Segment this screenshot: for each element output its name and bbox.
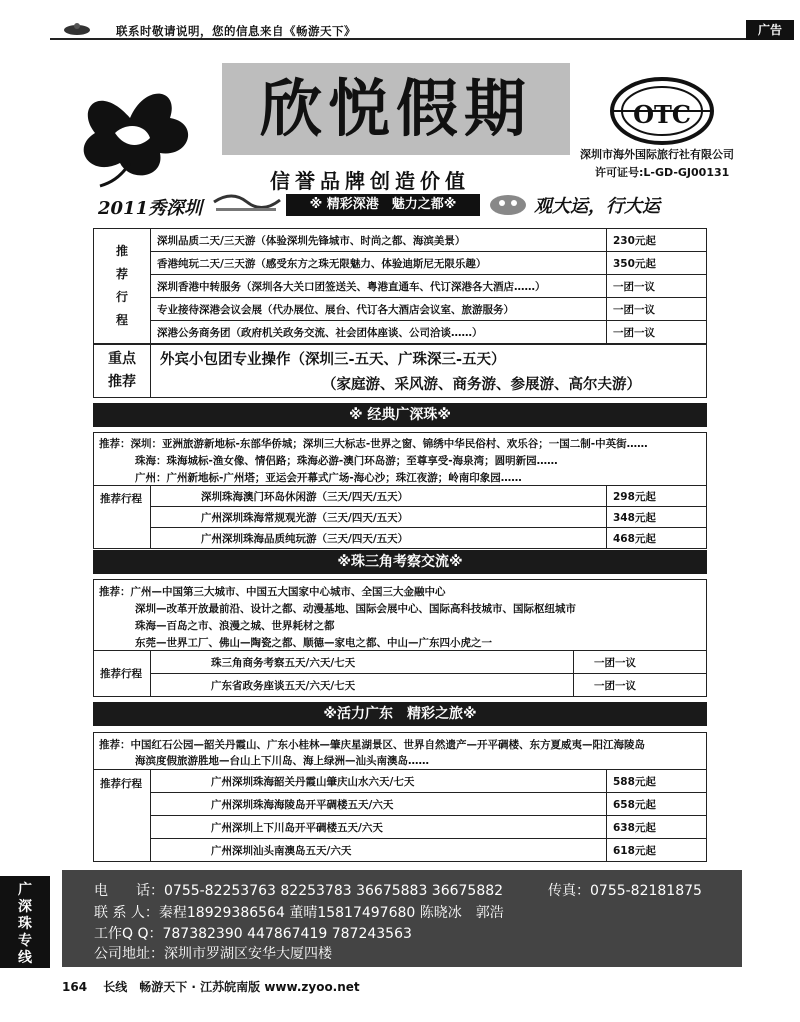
route-name: 专业接待深港会议会展（代办展位、展台、代订各大酒店会议室、旅游服务） xyxy=(151,298,607,321)
table-row xyxy=(94,252,707,275)
sidebar-label: 广 深 珠 专 线 xyxy=(0,876,50,968)
company-name: 深圳市海外国际旅行社有限公司 xyxy=(580,148,734,161)
footer-text: 长线 畅游天下 · 江苏皖南版 www.zyoo.net xyxy=(103,980,360,994)
otc-logo-icon xyxy=(610,76,715,146)
banner-center: ※ 精彩深港 魅力之都※ xyxy=(286,194,480,216)
table-row xyxy=(94,486,707,507)
table-row xyxy=(94,816,707,839)
phone: 电 话：0755-82253763 82253783 36675883 36675882 xyxy=(94,883,504,899)
table-row xyxy=(94,321,707,344)
route-name: 广州深圳珠海韶关丹霞山肇庆山水六天/七天 xyxy=(151,770,607,793)
route-price: 298元起 xyxy=(607,486,707,507)
route-name: 深圳珠海澳门环岛休闲游（三天/四天/五天） xyxy=(151,486,607,507)
intro-line: 东莞—世界工厂、佛山—陶瓷之都、顺德—家电之都、中山—广东四小虎之一 xyxy=(135,637,492,649)
intro-line: 珠海：珠海城标-渔女像、情侣路；珠海必游-澳门环岛游；至尊享受-海泉湾；圆明新园…… xyxy=(135,455,558,467)
route-name: 广州深圳珠海品质纯玩游（三天/四天/五天） xyxy=(151,528,607,549)
license-number: 许可证号:L-GD-GJ00131 xyxy=(595,166,730,179)
route-price: 350元起 xyxy=(607,252,707,275)
brand-title: 欣悦假期 xyxy=(259,72,532,145)
route-name: 珠三角商务考察五天/六天/七天 xyxy=(151,651,574,674)
otc-logo-text: OTC xyxy=(633,100,691,129)
route-price: 一团一议 xyxy=(574,674,707,697)
section-title-pearl: ※珠三角考察交流※ xyxy=(93,550,707,574)
key-label: 重点 推荐 xyxy=(94,345,151,397)
table-row xyxy=(94,275,707,298)
address: 公司地址：深圳市罗湖区安华大厦四楼 xyxy=(94,946,332,962)
recommend-table xyxy=(93,228,707,344)
route-price: 一团一议 xyxy=(607,275,707,298)
intro-line: 珠海—百岛之市、浪漫之城、世界耗材之都 xyxy=(135,620,335,632)
key-line-2: （家庭游、采风游、商务游、参展游、高尔夫游） xyxy=(322,377,641,393)
route-label: 推荐行程 xyxy=(94,651,151,697)
route-price: 348元起 xyxy=(607,507,707,528)
table-row xyxy=(94,770,707,793)
section2-table xyxy=(93,650,707,697)
universiade-logo-icon xyxy=(212,190,282,218)
table-row xyxy=(94,229,707,252)
route-name: 深港公务商务团（政府机关政务交流、社会团体座谈、公司洽谈……） xyxy=(151,321,607,344)
route-name: 广州深圳珠海常规观光游（三天/四天/五天） xyxy=(151,507,607,528)
route-price: 658元起 xyxy=(607,793,707,816)
contact-panel xyxy=(62,870,742,967)
route-price: 一团一议 xyxy=(574,651,707,674)
route-name: 广州深圳汕头南澳岛五天/六天 xyxy=(151,839,607,862)
section3-intro xyxy=(93,732,707,770)
intro-line: 深圳—改革开放最前沿、设计之都、动漫基地、国际会展中心、国际高科技城市、国际枢纽城市 xyxy=(135,603,576,615)
key-line-1: 外宾小包团专业操作（深圳三-五天、广珠深三-五天） xyxy=(160,352,506,368)
route-price: 588元起 xyxy=(607,770,707,793)
motto: 观大运，行大运 xyxy=(534,196,660,217)
contact-people: 联 系 人：秦程18929386564 董晴15817497680 陈晓冰 郭浩 xyxy=(94,905,504,921)
route-price: 468元起 xyxy=(607,528,707,549)
work-qq: 工作Q Q：787382390 447867419 787243563 xyxy=(94,926,412,942)
section3-table xyxy=(93,769,707,862)
route-label: 推荐行程 xyxy=(94,770,151,862)
route-price: 618元起 xyxy=(607,839,707,862)
source-note: 联系时敬请说明，您的信息来自《畅游天下》 xyxy=(116,24,356,38)
intro-line: 广州：广州新地标-广州塔；亚运会开幕式广场-海心沙；珠江夜游；岭南印象园…… xyxy=(135,472,522,484)
ad-tag: 广告 xyxy=(746,20,794,40)
intro-line: 海滨度假旅游胜地—台山上下川岛、海上绿洲—汕头南澳岛…… xyxy=(135,755,429,767)
intro-line: 推荐：广州—中国第三大城市、中国五大国家中心城市、全国三大金融中心 xyxy=(99,586,446,598)
page-number: 164 xyxy=(62,980,88,994)
year-text: 2011秀深圳 xyxy=(98,198,203,219)
route-price: 638元起 xyxy=(607,816,707,839)
route-name: 广东省政务座谈五天/六天/七天 xyxy=(151,674,574,697)
magazine-logo-icon xyxy=(62,21,92,37)
table-row xyxy=(94,528,707,549)
section1-table xyxy=(93,485,707,549)
route-price: 230元起 xyxy=(607,229,707,252)
key-recommend-box xyxy=(93,344,707,398)
table-row xyxy=(94,674,707,697)
table-row xyxy=(94,298,707,321)
route-price: 一团一议 xyxy=(607,298,707,321)
route-name: 广州深圳珠海海陵岛开平碉楼五天/六天 xyxy=(151,793,607,816)
route-name: 深圳香港中转服务（深圳各大关口团签送关、粤港直通车、代订深港各大酒店……） xyxy=(151,275,607,298)
route-label: 推荐行程 xyxy=(94,486,151,549)
footer xyxy=(62,978,360,995)
table-row xyxy=(94,651,707,674)
route-name: 广州深圳上下川岛开平碉楼五天/六天 xyxy=(151,816,607,839)
route-name: 深圳品质二天/三天游（体验深圳先锋城市、时尚之都、海滨美景） xyxy=(151,229,607,252)
flower-logo-icon xyxy=(70,78,210,188)
table-row xyxy=(94,793,707,816)
recommend-label: 推 荐 行 程 xyxy=(94,229,151,344)
section2-intro xyxy=(93,579,707,651)
section-title-classic: ※ 经典广深珠※ xyxy=(93,403,707,427)
top-bar xyxy=(50,22,794,40)
intro-line: 推荐：中国红石公园—韶关丹霞山、广东小桂林—肇庆星湖景区、世界自然遗产—开平碉楼、东方夏威夷—阳江海陵岛 xyxy=(99,739,645,751)
table-row xyxy=(94,507,707,528)
route-name: 香港纯玩二天/三天游（感受东方之珠无限魅力、体验迪斯尼无限乐趣） xyxy=(151,252,607,275)
section-title-guangdong: ※活力广东 精彩之旅※ xyxy=(93,702,707,726)
fax: 传真：0755-82181875 xyxy=(548,883,702,899)
table-row xyxy=(94,839,707,862)
intro-line: 推荐：深圳：亚洲旅游新地标-东部华侨城；深圳三大标志-世界之窗、锦绣中华民俗村、欢乐谷；一国二制-中英街…… xyxy=(99,438,648,450)
slogan: 信誉品牌创造价值 xyxy=(270,169,470,193)
route-price: 一团一议 xyxy=(607,321,707,344)
section1-intro xyxy=(93,432,707,486)
mascot-icon xyxy=(488,192,528,216)
